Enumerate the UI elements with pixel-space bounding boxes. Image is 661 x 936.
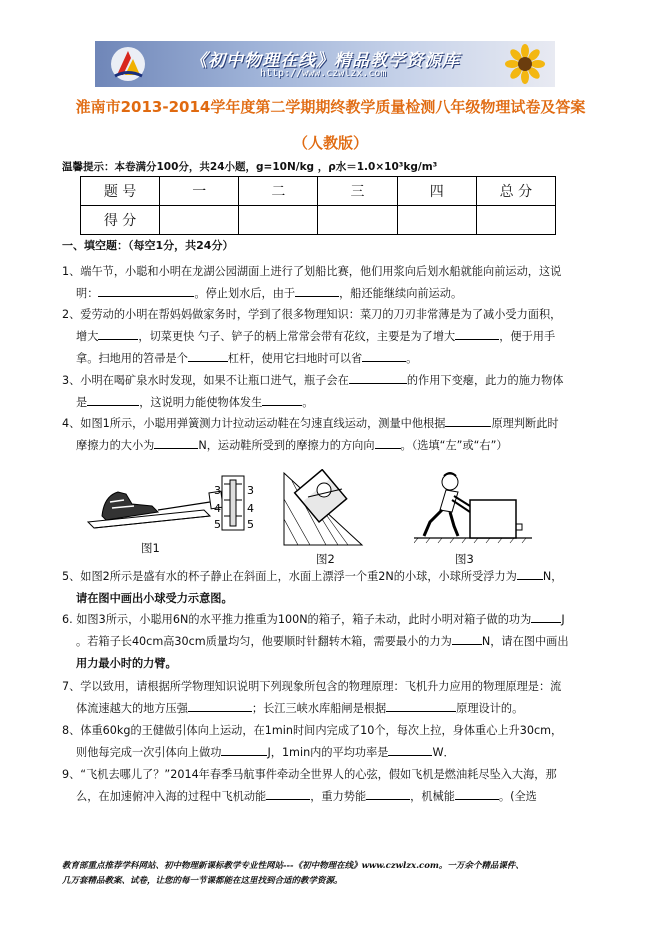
score-header: 四: [397, 177, 476, 206]
header-banner: [95, 41, 555, 87]
scale-right-tick: 5: [247, 518, 254, 531]
answer-blank[interactable]: [262, 393, 302, 406]
question-text: ，机械能: [410, 790, 455, 803]
figure-3-label: 图3: [455, 552, 474, 566]
document-title: 淮南市2013-2014学年度第二学期期终教学质量检测八年级物理试卷及答案: [75, 98, 586, 116]
question-text: 的作用下变瘪，此力的施力物体: [406, 374, 564, 387]
question-text: 明：: [76, 287, 99, 300]
answer-blank[interactable]: [154, 436, 198, 449]
question-text: 。停止划水后，由于: [194, 287, 296, 300]
question-text: ；长江三峡水库船闸是根据: [251, 702, 387, 715]
answer-blank[interactable]: [388, 743, 432, 756]
figure-1-shoe-spring-scale: [84, 470, 264, 540]
question-line: [62, 392, 600, 414]
answer-blank[interactable]: [386, 699, 456, 712]
answer-blank[interactable]: [375, 436, 401, 449]
question-text: 原理设计的。: [456, 702, 524, 715]
scale-right-tick: 3: [247, 484, 254, 497]
footer-line: 教育部重点推荐学科网站、初中物理新课标教学专业性网站---《初中物理在线》www.czwlzx.com。一万余个精品课件、: [62, 861, 524, 871]
answer-blank[interactable]: [366, 787, 410, 800]
answer-blank[interactable]: [188, 699, 252, 712]
footer-line: 几万套精品教案、试卷，让您的每一节课都能在这里找到合适的教学资源。: [62, 876, 343, 886]
score-table-header-row: [81, 177, 556, 206]
question-line: [62, 370, 600, 392]
question-3: [62, 370, 600, 414]
question-line: [62, 566, 600, 588]
question-text: 3、小明在喝矿泉水时发现，如果不让瓶口进气，瓶子会在: [62, 374, 349, 387]
answer-blank[interactable]: [98, 284, 194, 297]
question-text: J，1min内的平均功率是: [267, 746, 389, 759]
document-subtitle: （人教版）: [292, 134, 368, 152]
scale-left-tick: 5: [214, 518, 221, 531]
answer-blank[interactable]: [266, 787, 310, 800]
score-cell: [160, 206, 239, 235]
score-row-label: 得 分: [81, 206, 160, 235]
answer-blank[interactable]: [362, 349, 406, 362]
figure-3-boy-pushing-box: [414, 470, 534, 544]
question-text: 6. 如图3所示，小聪用6N的水平推力推重为100N的箱子，箱子未动，此时小明对箱子做的功为: [62, 613, 532, 626]
question-text: 1、端午节，小聪和小明在龙湖公园湖面上进行了划船比赛，他们用浆向后划水船就能向前运动，这说: [62, 265, 562, 278]
question-text: 请在图中画出小球受力示意图。: [76, 592, 233, 605]
question-text: 4、如图1所示，小聪用弹簧测力计拉动运动鞋在匀速直线运动，测量中他根据: [62, 417, 446, 430]
question-text: 增大: [76, 330, 99, 343]
score-cell: [397, 206, 476, 235]
answer-blank[interactable]: [188, 349, 228, 362]
question-text: N，请在图中画出: [481, 635, 569, 648]
question-text: ，船还能继续向前运动。: [339, 287, 463, 300]
question-text: 么，在加速俯冲入海的过程中飞机动能: [76, 790, 267, 803]
answer-blank[interactable]: [455, 787, 499, 800]
question-text: 杠杆，使用它扫地时可以省: [227, 352, 363, 365]
answer-blank[interactable]: [221, 743, 267, 756]
question-9: [62, 764, 600, 808]
score-table-score-row: [81, 206, 556, 235]
question-text: 。若箱子长40cm高30cm质量均匀，他要顺时针翻转木箱，需要最小的力为: [76, 635, 452, 648]
score-header: 二: [239, 177, 318, 206]
question-text: W．: [432, 746, 455, 759]
exam-tip: 温馨提示：本卷满分100分，共24小题，g=10N/kg ，ρ水＝1.0×10³kg/m³: [62, 161, 438, 173]
question-text: 7、学以致用，请根据所学物理知识说明下列现象所包含的物理原理：飞机升力应用的物理原理是：流: [62, 680, 562, 693]
score-header: 三: [318, 177, 397, 206]
figure-1-label: 图1: [141, 541, 160, 555]
site-logo-icon: [109, 45, 147, 83]
question-text: 则他每完成一次引体向上做功: [76, 746, 222, 759]
question-line: [62, 348, 600, 370]
section-heading: 一、填空题：（每空1分，共24分）: [62, 239, 234, 252]
sunflower-icon: [501, 43, 549, 85]
scale-left-tick: 3: [214, 484, 221, 497]
question-line: [62, 786, 600, 808]
question-7: [62, 676, 600, 720]
question-text: N，运动鞋所受到的摩擦力的方向向: [198, 439, 375, 452]
banner-title: 《初中物理在线》精品教学资源库: [190, 51, 460, 71]
scale-left-tick: 4: [214, 502, 221, 515]
question-line: [62, 413, 600, 435]
question-text: 体流速越大的地方压强: [76, 702, 188, 715]
answer-blank[interactable]: [295, 284, 339, 297]
question-text: 摩擦力的大小为: [76, 439, 155, 452]
question-1: [62, 261, 600, 305]
question-text: ，便于用手: [499, 330, 556, 343]
question-text: 用力最小时的力臂。: [76, 657, 177, 670]
question-line: [62, 742, 600, 764]
question-text: 原理判断此时: [491, 417, 559, 430]
answer-blank[interactable]: [455, 327, 499, 340]
answer-blank[interactable]: [452, 632, 482, 645]
question-line: [62, 435, 600, 457]
question-line: [62, 326, 600, 348]
answer-blank[interactable]: [349, 371, 407, 384]
banner-url[interactable]: http://www.czwlzx.com: [260, 68, 387, 79]
question-6: [62, 609, 600, 675]
figure-2-cup-on-incline: [282, 469, 364, 549]
question-text: ，这说明力能使物体发生: [139, 396, 263, 409]
figure-2-label: 图2: [316, 552, 335, 566]
question-text: 5、如图2所示是盛有水的杯子静止在斜面上，水面上漂浮一个重2N的小球，小球所受浮力为: [62, 570, 517, 583]
question-text: 2、爱劳动的小明在帮妈妈做家务时，学到了很多物理知识：菜刀的刀刃非常薄是为了减小受力面积，: [62, 308, 562, 321]
score-cell: [476, 206, 555, 235]
score-header: 题 号: [81, 177, 160, 206]
answer-blank[interactable]: [531, 610, 561, 623]
score-cell: [318, 206, 397, 235]
scale-right-tick: 4: [247, 502, 254, 515]
question-8: [62, 720, 600, 764]
page-footer: [62, 859, 622, 889]
score-table: [80, 176, 556, 235]
answer-blank[interactable]: [445, 414, 491, 427]
question-line: [62, 609, 600, 631]
question-text: ，切菜更快 勺子、铲子的柄上常常会带有花纹，主要是为了增大: [138, 330, 456, 343]
question-5: [62, 566, 600, 610]
answer-blank[interactable]: [517, 567, 543, 580]
question-text: 。(全选: [498, 790, 537, 803]
question-text: 8、体重60kg的王健做引体向上运动，在1min时间内完成了10个，每次上拉，身体重心上升30cm，: [62, 724, 563, 737]
question-4: [62, 413, 600, 457]
score-header: 一: [160, 177, 239, 206]
question-line: [62, 283, 600, 305]
question-text: ，重力势能: [310, 790, 367, 803]
score-header: 总 分: [476, 177, 555, 206]
question-text: 是: [76, 396, 88, 409]
answer-blank[interactable]: [87, 393, 139, 406]
question-text: 。: [406, 352, 418, 365]
score-cell: [239, 206, 318, 235]
question-text: 拿。扫地用的笤帚是个: [76, 352, 188, 365]
question-text: 。（选填“左”或“右”）: [400, 439, 508, 452]
question-text: 9、“飞机去哪儿了？”2014年春季马航事件牵动全世界人的心弦，假如飞机是燃油耗尽坠入大海，那: [62, 768, 557, 781]
answer-blank[interactable]: [98, 327, 138, 340]
question-text: J: [561, 613, 565, 626]
question-text: N，: [542, 570, 563, 583]
question-2: [62, 304, 600, 370]
question-text: 。: [302, 396, 314, 409]
question-line: [62, 631, 600, 653]
question-line: [62, 698, 600, 720]
